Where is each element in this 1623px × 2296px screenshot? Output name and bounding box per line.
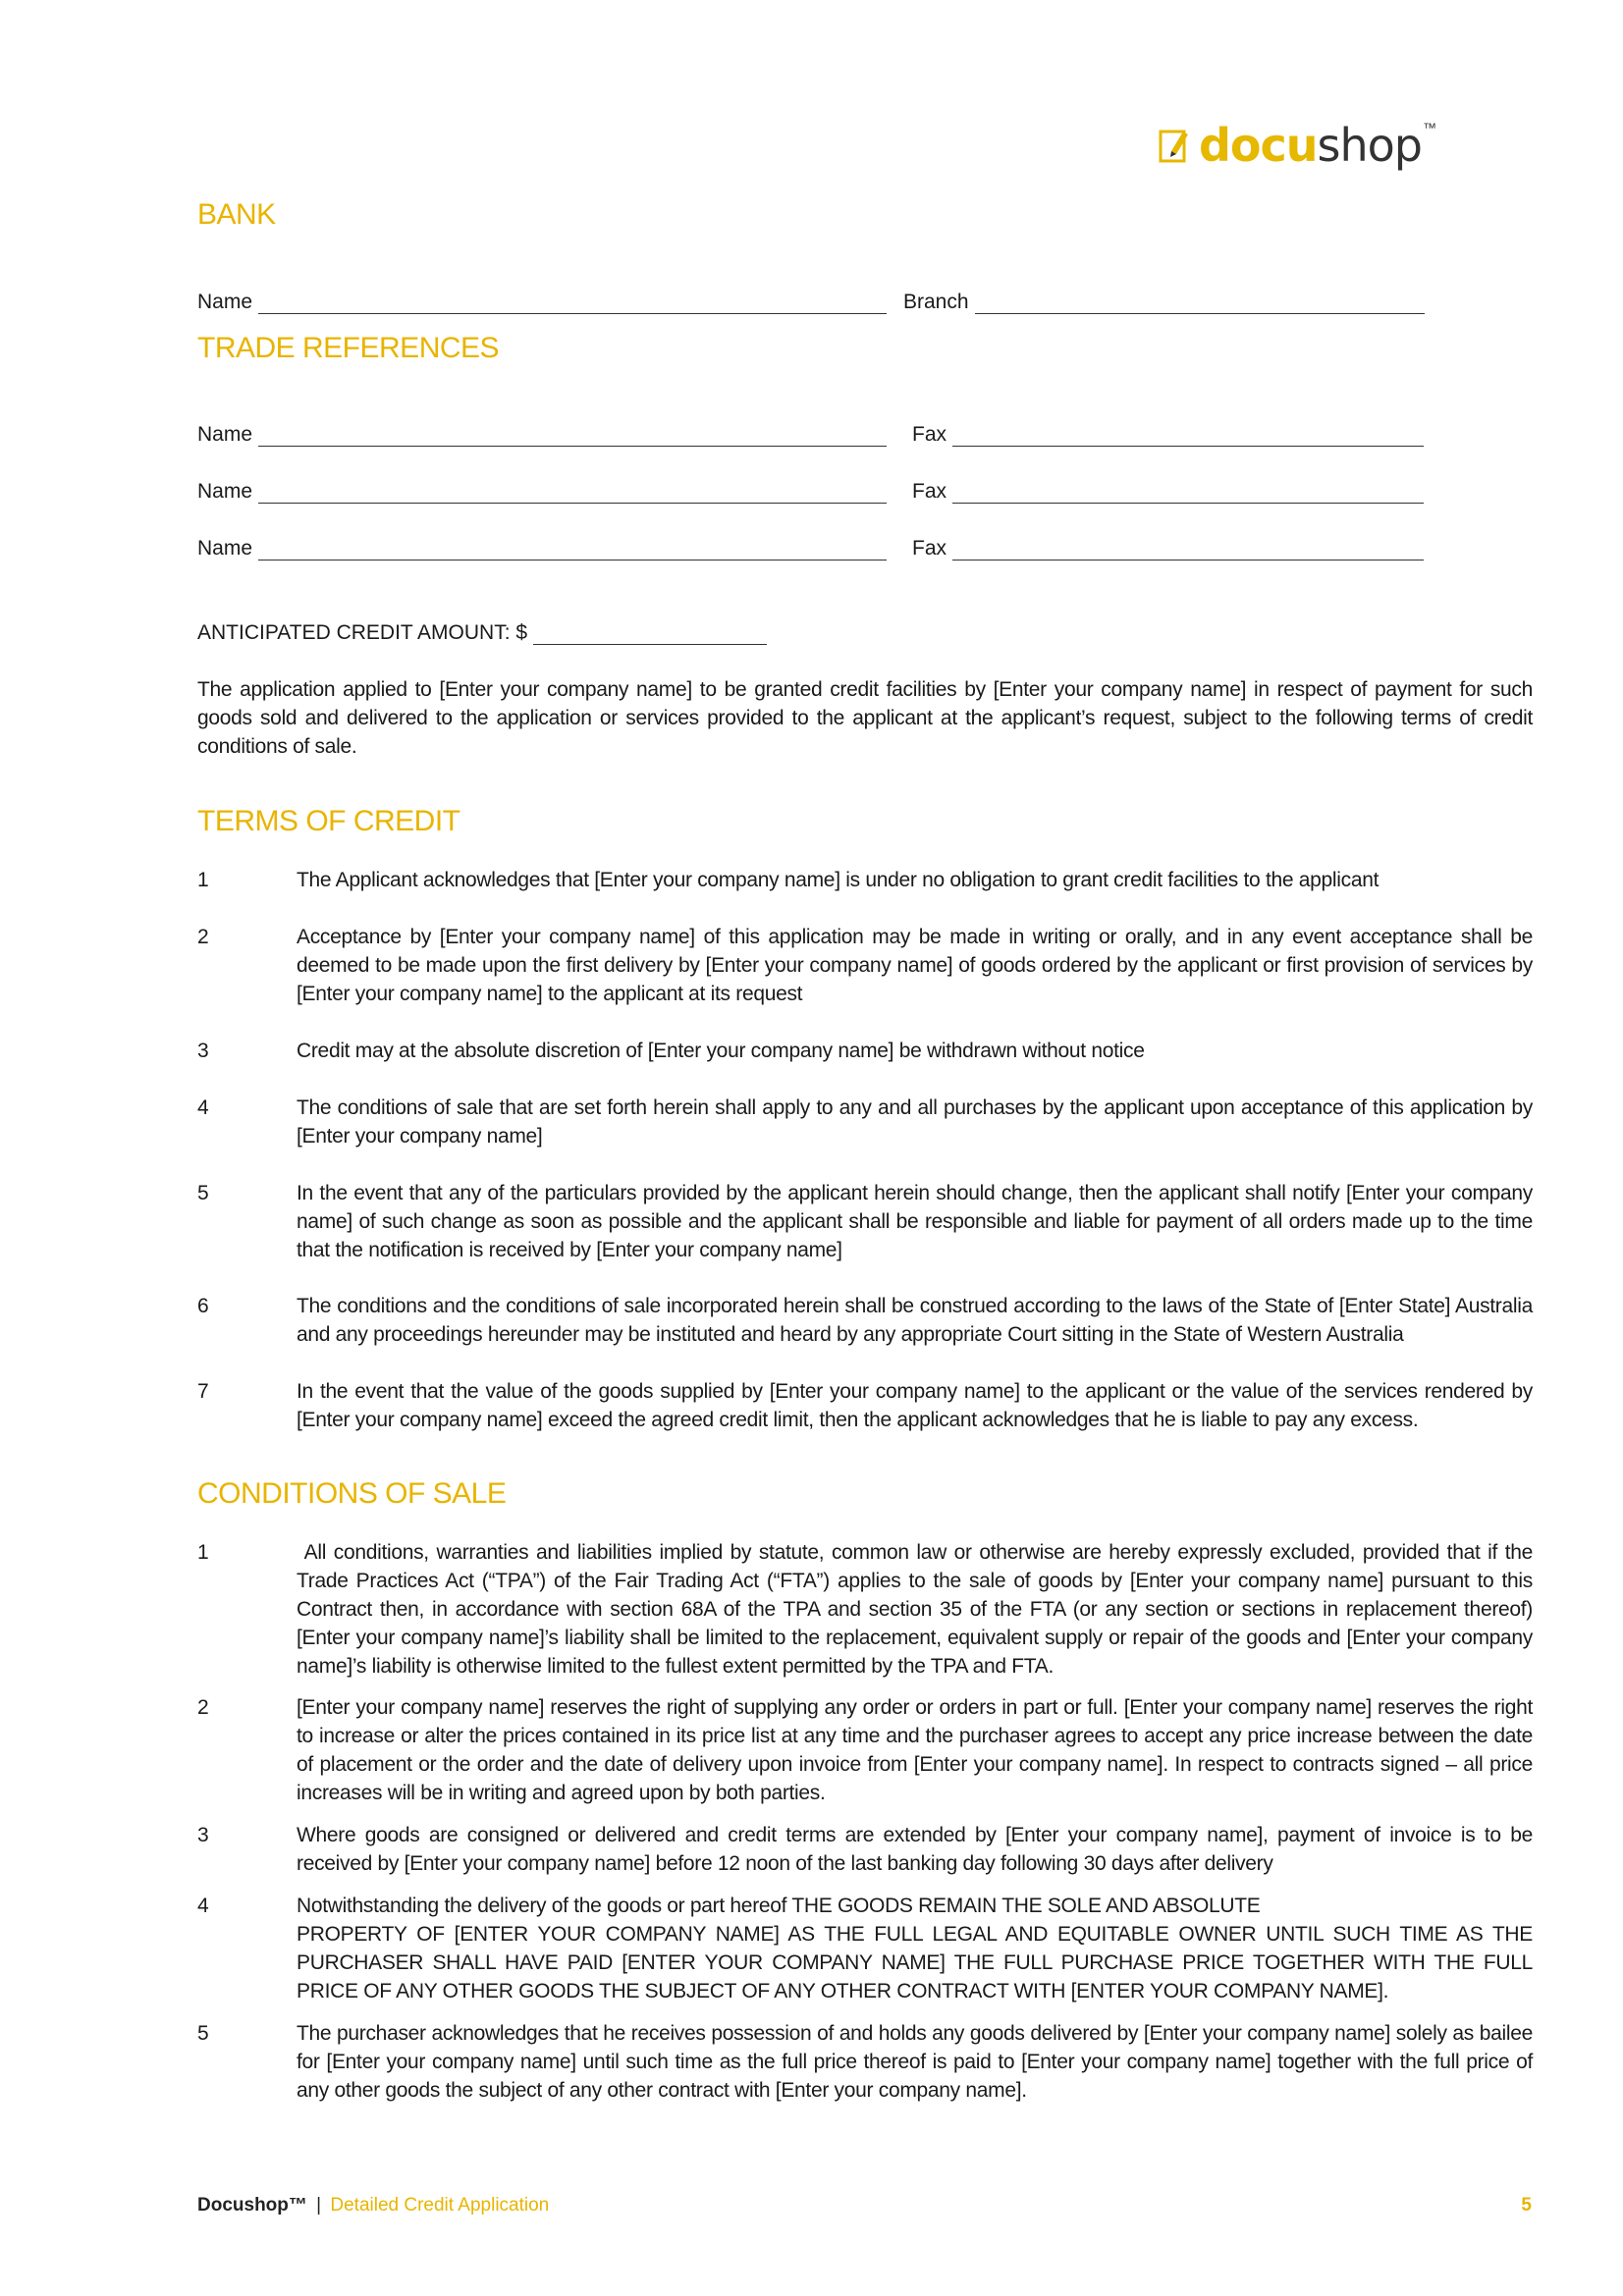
credit-amount-label: ANTICIPATED CREDIT AMOUNT: $ bbox=[197, 621, 528, 644]
pencil-document-icon bbox=[1158, 126, 1191, 165]
trade-ref-fax-line[interactable] bbox=[952, 479, 1424, 504]
conditions-item-number: 5 bbox=[197, 2022, 209, 2045]
trade-ref-row bbox=[197, 417, 1425, 447]
terms-item-number: 7 bbox=[197, 1380, 209, 1403]
docushop-logo bbox=[1158, 116, 1436, 175]
trade-ref-fax-label: Fax bbox=[912, 537, 947, 560]
trade-ref-fax-field[interactable] bbox=[912, 417, 1424, 447]
trade-ref-name-line[interactable] bbox=[258, 479, 887, 504]
bank-name-field[interactable] bbox=[197, 285, 887, 314]
terms-item-number: 5 bbox=[197, 1182, 209, 1204]
terms-item-text: Credit may at the absolute discretion of [Enter your company name] be withdrawn without notice bbox=[297, 1040, 1145, 1062]
terms-item-number: 4 bbox=[197, 1096, 209, 1119]
trade-references-heading: TRADE REFERENCES bbox=[197, 332, 500, 364]
trade-ref-name-label: Name bbox=[197, 423, 253, 446]
trade-ref-fax-line[interactable] bbox=[952, 422, 1424, 447]
bank-heading: BANK bbox=[197, 198, 276, 231]
trade-ref-fax-line[interactable] bbox=[952, 536, 1424, 561]
conditions-item-number: 3 bbox=[197, 1824, 209, 1846]
trade-ref-name-field[interactable] bbox=[197, 474, 887, 504]
terms-item-number: 6 bbox=[197, 1295, 209, 1317]
bank-branch-field[interactable] bbox=[903, 285, 1425, 314]
footer-document-title: Detailed Credit Application bbox=[330, 2195, 550, 2216]
trade-ref-name-field[interactable] bbox=[197, 417, 887, 447]
terms-item-text: The Applicant acknowledges that [Enter your company name] is under no obligation to grant credit facilities to the applicant bbox=[297, 869, 1380, 891]
conditions-item-text: The purchaser acknowledges that he receives possession of and holds any goods delivered by [Enter your company name] solely as bailee for [Enter your company name] until such time as the full price thereof is paid to [Enter your company name] together with the full price of any other goods the subject of any other contract with [Enter your company name]. bbox=[297, 2022, 1533, 2102]
logo-trademark: ™ bbox=[1423, 120, 1436, 135]
terms-item-text: The conditions and the conditions of sale incorporated herein shall be construed according to the laws of the State of [Enter State] Australia and any proceedings hereunder may be instituted and heard by any appropriate Court sitting in the State of Western Australia bbox=[297, 1295, 1533, 1346]
terms-item-number: 1 bbox=[197, 869, 209, 891]
intro-paragraph: The application applied to [Enter your company name] to be granted credit facilities by [Enter your company name] in respect of payment for such goods sold and delivered to the application or services provided to the applicant at the applicant’s request, subject to the following terms of credit conditions of sale. bbox=[197, 678, 1533, 758]
trade-ref-row bbox=[197, 474, 1425, 504]
terms-item-number: 2 bbox=[197, 926, 209, 948]
trade-ref-name-label: Name bbox=[197, 537, 253, 560]
terms-item-number: 3 bbox=[197, 1040, 209, 1062]
conditions-item-text-line1: Notwithstanding the delivery of the goods or part hereof THE GOODS REMAIN THE SOLE AND ABSOLUTE bbox=[297, 1895, 1261, 1917]
conditions-item-text: All conditions, warranties and liabilities implied by statute, common law or otherwise are hereby expressly excluded, provided that if the Trade Practices Act (“TPA”) of the Fair Trading Act (“FTA”) applies to the sale of goods by [Enter your company name] pursuant to this Contract then, in accordance with section 68A of the TPA and section 35 of the FTA (or any section or sections in replacement thereof) [Enter your company name]’s liability shall be limited to the replacement, equivalent supply or repair of the goods and [Enter your company name]’s liability is otherwise limited to the fullest extent permitted by the TPA and FTA. bbox=[297, 1541, 1539, 1678]
trade-ref-row bbox=[197, 531, 1425, 561]
footer-separator: | bbox=[316, 2195, 322, 2216]
page-number: 5 bbox=[1521, 2195, 1532, 2216]
trade-ref-name-label: Name bbox=[197, 480, 253, 503]
footer-brand: Docushop™ bbox=[197, 2195, 307, 2216]
credit-amount-row bbox=[197, 615, 1425, 645]
terms-item-text: In the event that the value of the goods supplied by [Enter your company name] to the applicant or the value of the services rendered by [Enter your company name] exceed the agreed credit limit, then the applicant acknowledges that he is liable to pay any excess. bbox=[297, 1380, 1533, 1431]
logo-text-shop: shop bbox=[1317, 119, 1422, 172]
credit-amount-field[interactable] bbox=[197, 615, 767, 645]
credit-amount-line[interactable] bbox=[533, 620, 767, 645]
terms-item-text: The conditions of sale that are set forth herein shall apply to any and all purchases by the applicant upon acceptance of this application by [Enter your company name] bbox=[297, 1096, 1533, 1148]
logo-text-docu: docu bbox=[1198, 119, 1318, 172]
conditions-item-number: 4 bbox=[197, 1895, 209, 1917]
terms-item-text: Acceptance by [Enter your company name] of this application may be made in writing or orally, and in any event acceptance shall be deemed to be made upon the first delivery by [Enter your company name] of goods ordered by the applicant or first provision of services by [Enter your company name] to the applicant at its request bbox=[297, 926, 1533, 1005]
trade-ref-fax-label: Fax bbox=[912, 423, 947, 446]
conditions-item-text: [Enter your company name] reserves the right of supplying any order or orders in part or full. [Enter your company name] reserves the right to increase or alter the prices contained in its price list at any time and the purchaser agrees to accept any price increase between the date of placement or the order and the date of delivery upon invoice from [Enter your company name]. In respect to contracts signed – all price increases will be in writing and agreed upon by both parties. bbox=[297, 1696, 1533, 1804]
trade-ref-fax-label: Fax bbox=[912, 480, 947, 503]
bank-row bbox=[197, 285, 1425, 314]
trade-ref-fax-field[interactable] bbox=[912, 474, 1424, 504]
trade-ref-name-line[interactable] bbox=[258, 422, 887, 447]
conditions-item-text bbox=[297, 1892, 1533, 2005]
bank-name-label: Name bbox=[197, 291, 253, 313]
conditions-item-text-rest: PROPERTY OF [ENTER YOUR COMPANY NAME] AS THE FULL LEGAL AND EQUITABLE OWNER UNTIL SUCH TIME AS THE PURCHASER SHALL HAVE PAID [ENTER YOUR COMPANY NAME] THE FULL PURCHASE PRICE TOGETHER WITH THE FULL PRICE OF ANY OTHER GOODS THE SUBJECT OF ANY OTHER CONTRACT WITH [ENTER YOUR COMPANY NAME]. bbox=[297, 1923, 1533, 2002]
footer bbox=[197, 2195, 549, 2216]
terms-of-credit-heading: TERMS OF CREDIT bbox=[197, 805, 460, 837]
bank-branch-line[interactable] bbox=[975, 290, 1425, 314]
trade-ref-fax-field[interactable] bbox=[912, 531, 1424, 561]
bank-name-line[interactable] bbox=[258, 290, 887, 314]
bank-branch-label: Branch bbox=[903, 291, 969, 313]
conditions-item-number: 2 bbox=[197, 1696, 209, 1719]
conditions-item-number: 1 bbox=[197, 1541, 209, 1564]
conditions-item-text: Where goods are consigned or delivered and credit terms are extended by [Enter your company name], payment of invoice is to be received by [Enter your company name] before 12 noon of the last banking day following 30 days after delivery bbox=[297, 1824, 1533, 1875]
terms-item-text: In the event that any of the particulars provided by the applicant herein should change, then the applicant shall notify [Enter your company name] of such change as soon as possible and the applicant shall be responsible and liable for payment of all orders made up to the time that the notification is received by [Enter your company name] bbox=[297, 1182, 1533, 1261]
trade-ref-name-field[interactable] bbox=[197, 531, 887, 561]
trade-ref-name-line[interactable] bbox=[258, 536, 887, 561]
conditions-of-sale-heading: CONDITIONS OF SALE bbox=[197, 1477, 507, 1510]
